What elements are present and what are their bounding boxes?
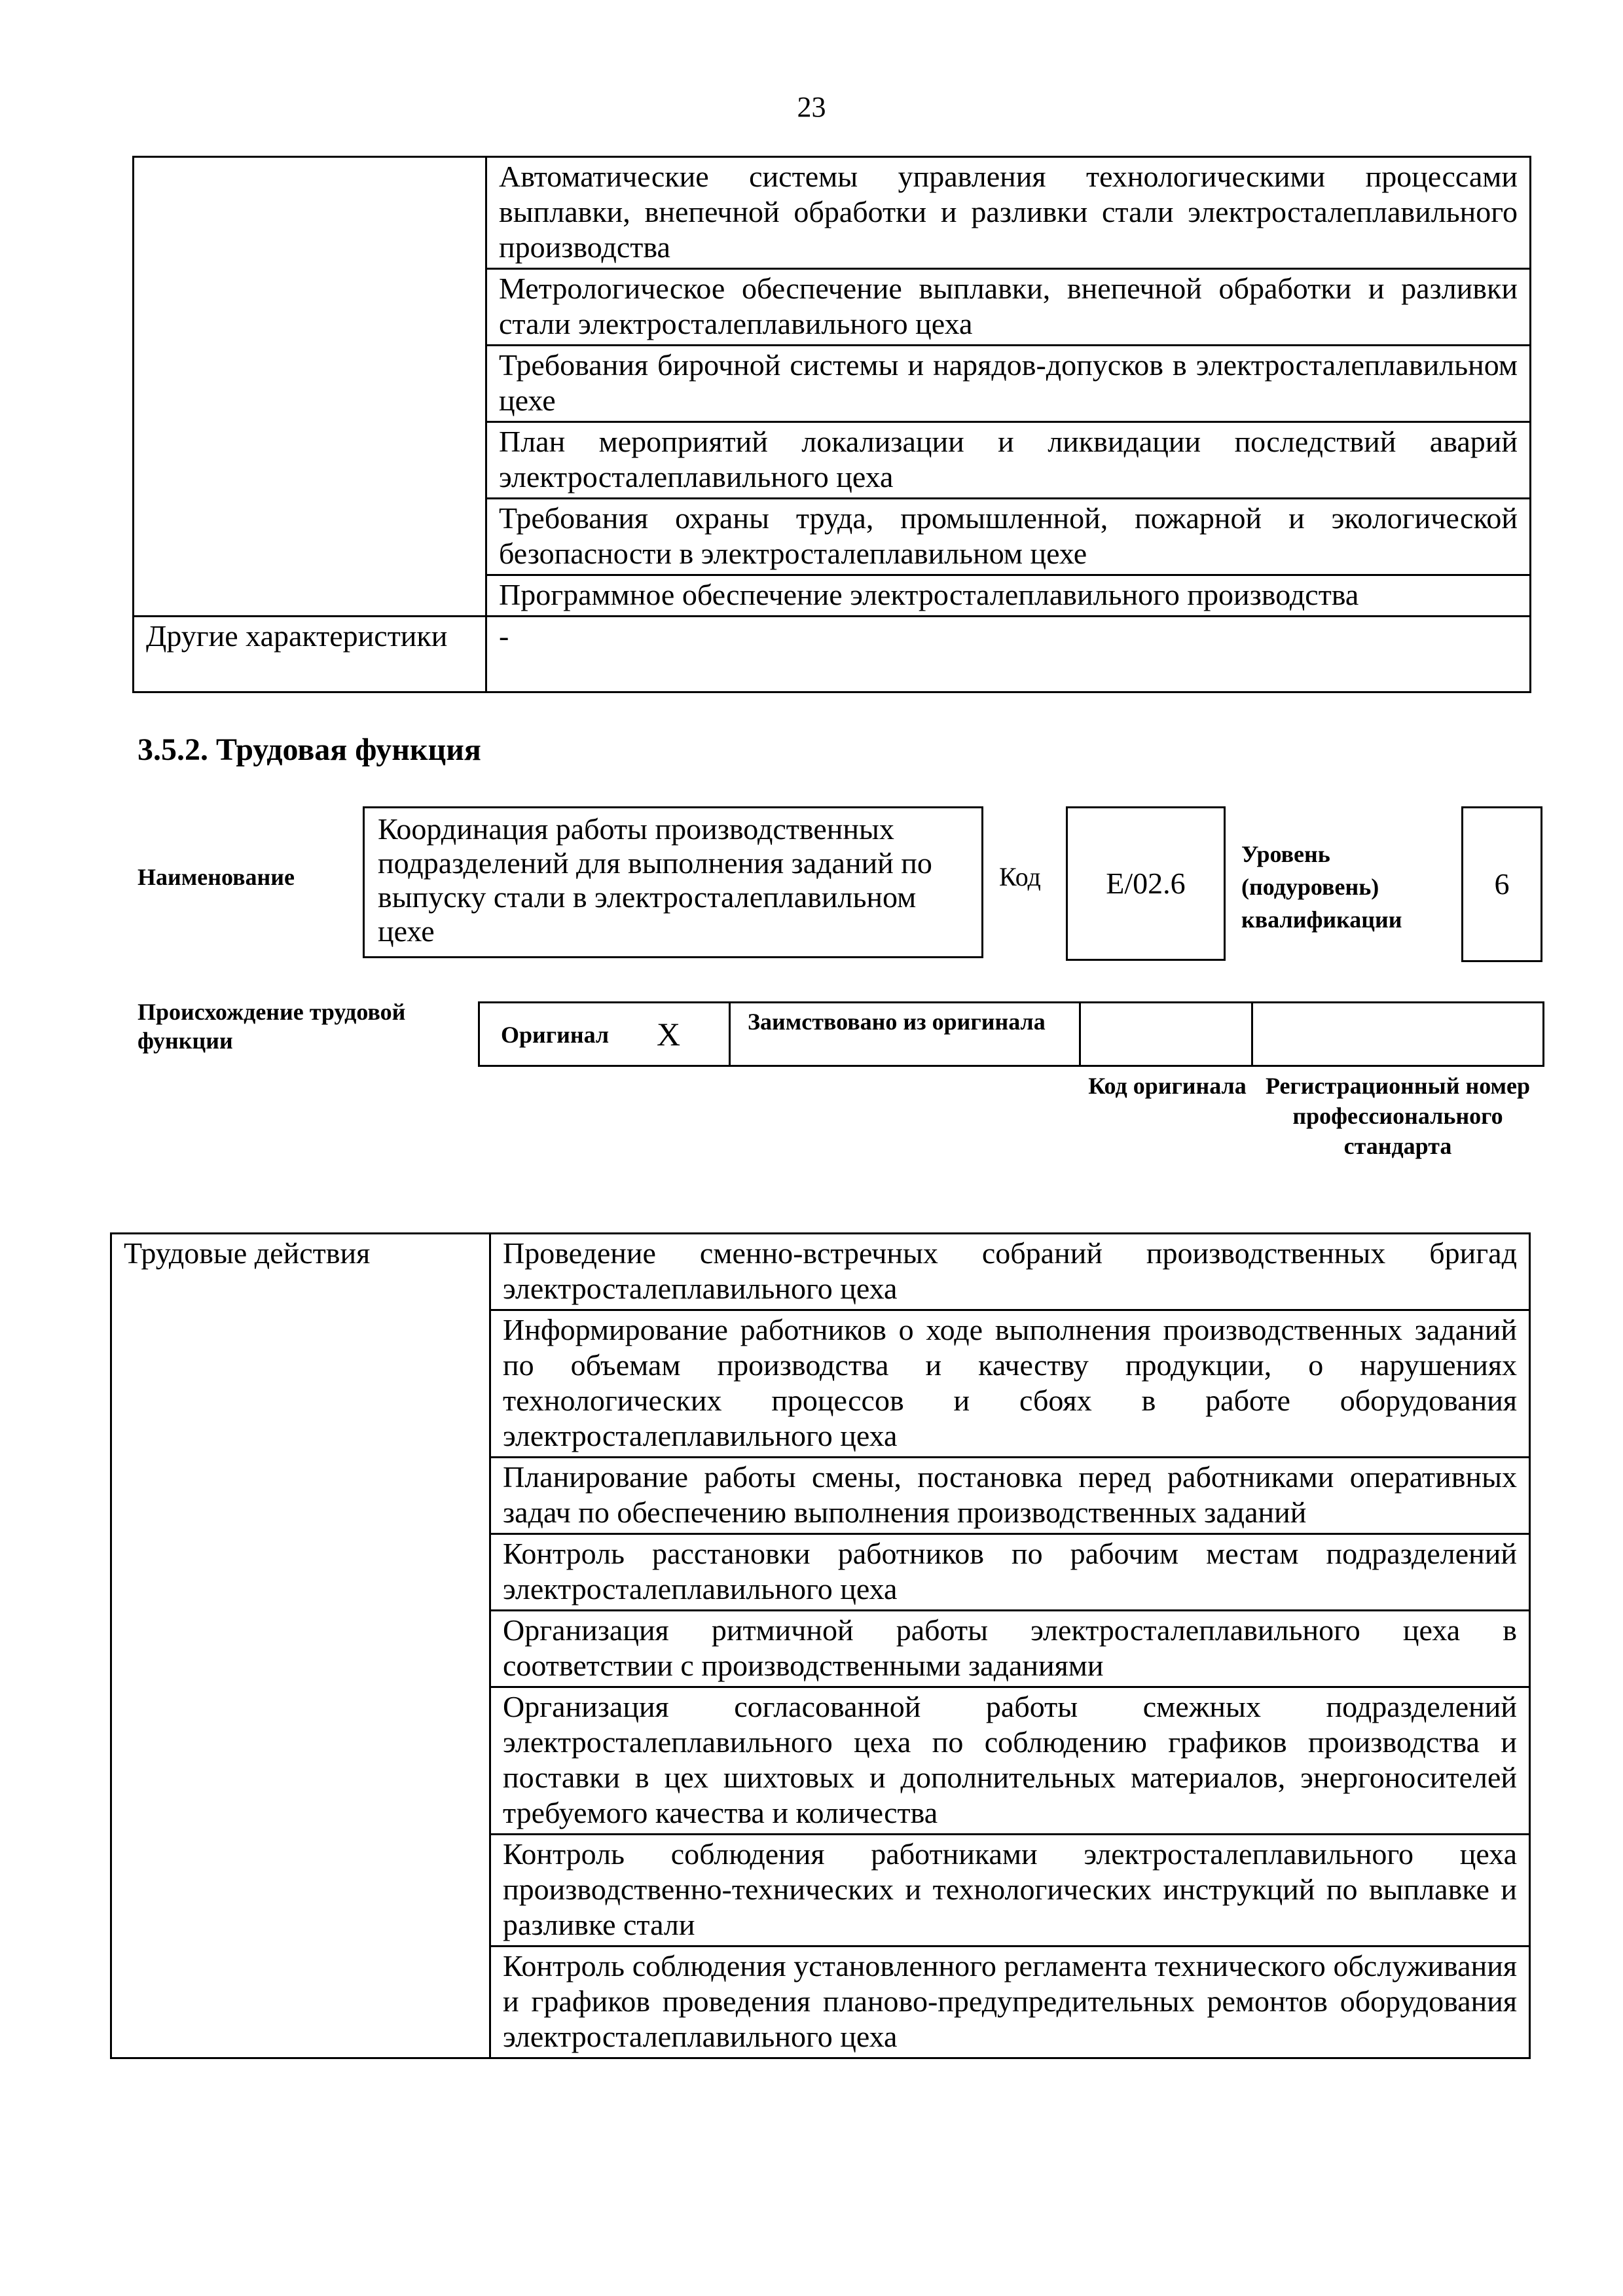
reg-number-caption: Регистрационный номер профессионального стандарта — [1265, 1073, 1531, 1159]
code-original-caption: Код оригинала — [1088, 1073, 1247, 1099]
section-heading: 3.5.2. Трудовая функция — [137, 732, 481, 767]
name-label: Наименование — [137, 864, 295, 890]
table-cell: Контроль соблюдения установленного регламента технического обслуживания и графиков проведения планово-предупредительных ремонтов оборудования электросталеплавильного цеха — [490, 1946, 1530, 2058]
labor-actions-table — [110, 1232, 1531, 2059]
function-name-box — [363, 806, 983, 958]
other-characteristics-value: - — [486, 617, 1531, 692]
other-characteristics-label: Другие характеристики — [134, 617, 486, 692]
table-cell: Информирование работников о ходе выполнения производственных заданий по объемам производства и качеству продукции, о нарушениях технологических процессов и сбоях в работе оборудования электросталеплавильного цеха — [490, 1310, 1530, 1458]
table-cell: Организация ритмичной работы электросталеплавильного цеха в соответствии с производственными заданиями — [490, 1611, 1530, 1687]
code-label: Код — [999, 862, 1041, 891]
reg-number-cell — [1251, 1001, 1544, 1067]
code-value: E/02.6 — [1106, 867, 1186, 900]
table-row — [111, 1234, 1530, 1310]
table-cell: Автоматические системы управления технологическими процессами выплавки, внепечной обработки и разливки стали электросталеплавильного производства — [486, 157, 1531, 269]
original-label: Оригинал — [501, 1022, 610, 1048]
table-cell: Контроль соблюдения работниками электросталеплавильного цеха производственно-технических и технологических инструкций по выплавке и разливке стали — [490, 1835, 1530, 1946]
function-name: Координация работы производственных подразделений для выполнения заданий по выпуску стали в электросталеплавильном цехе — [378, 812, 932, 948]
page-number: 23 — [797, 91, 826, 123]
table-cell: Планирование работы смены, постановка перед работниками оперативных задач по обеспечению выполнения производственных заданий — [490, 1458, 1530, 1534]
labor-actions-label: Трудовые действия — [111, 1234, 490, 2058]
original-mark: X — [657, 1016, 681, 1052]
level-box — [1461, 806, 1542, 962]
origin-label: Происхождение трудовой функции — [137, 999, 406, 1054]
knowledge-table — [132, 156, 1531, 693]
table-row — [134, 617, 1531, 692]
borrowed-label: Заимствовано из оригинала — [748, 1009, 1046, 1035]
table-cell: Контроль расстановки работников по рабочим местам подразделений электросталеплавильного цеха — [490, 1534, 1530, 1611]
table-cell: Требования охраны труда, промышленной, пожарной и экологической безопасности в электросталеплавильном цехе — [486, 499, 1531, 575]
code-original-cell — [1079, 1001, 1253, 1067]
table-cell: Метрологическое обеспечение выплавки, внепечной обработки и разливки стали электросталеплавильного цеха — [486, 269, 1531, 346]
table-cell: Программное обеспечение электросталеплавильного производства — [486, 575, 1531, 617]
table-cell: Организация согласованной работы смежных подразделений электросталеплавильного цеха по соблюдению графиков производства и поставки в цех шихтовых и дополнительных материалов, энергоносителей требуемого качества и количества — [490, 1687, 1530, 1835]
level-label: Уровень (подуровень) квалификации — [1241, 841, 1402, 933]
level-value: 6 — [1494, 867, 1510, 901]
table-cell-empty — [134, 157, 486, 617]
original-cell — [478, 1001, 731, 1067]
table-cell: План мероприятий локализации и ликвидации последствий аварий электросталеплавильного цеха — [486, 422, 1531, 499]
code-box — [1066, 806, 1226, 961]
table-cell: Требования бирочной системы и нарядов-допусков в электросталеплавильном цехе — [486, 346, 1531, 422]
table-row — [134, 157, 1531, 269]
table-cell: Проведение сменно-встречных собраний производственных бригад электросталеплавильного цеха — [490, 1234, 1530, 1310]
borrowed-cell — [729, 1001, 1081, 1067]
